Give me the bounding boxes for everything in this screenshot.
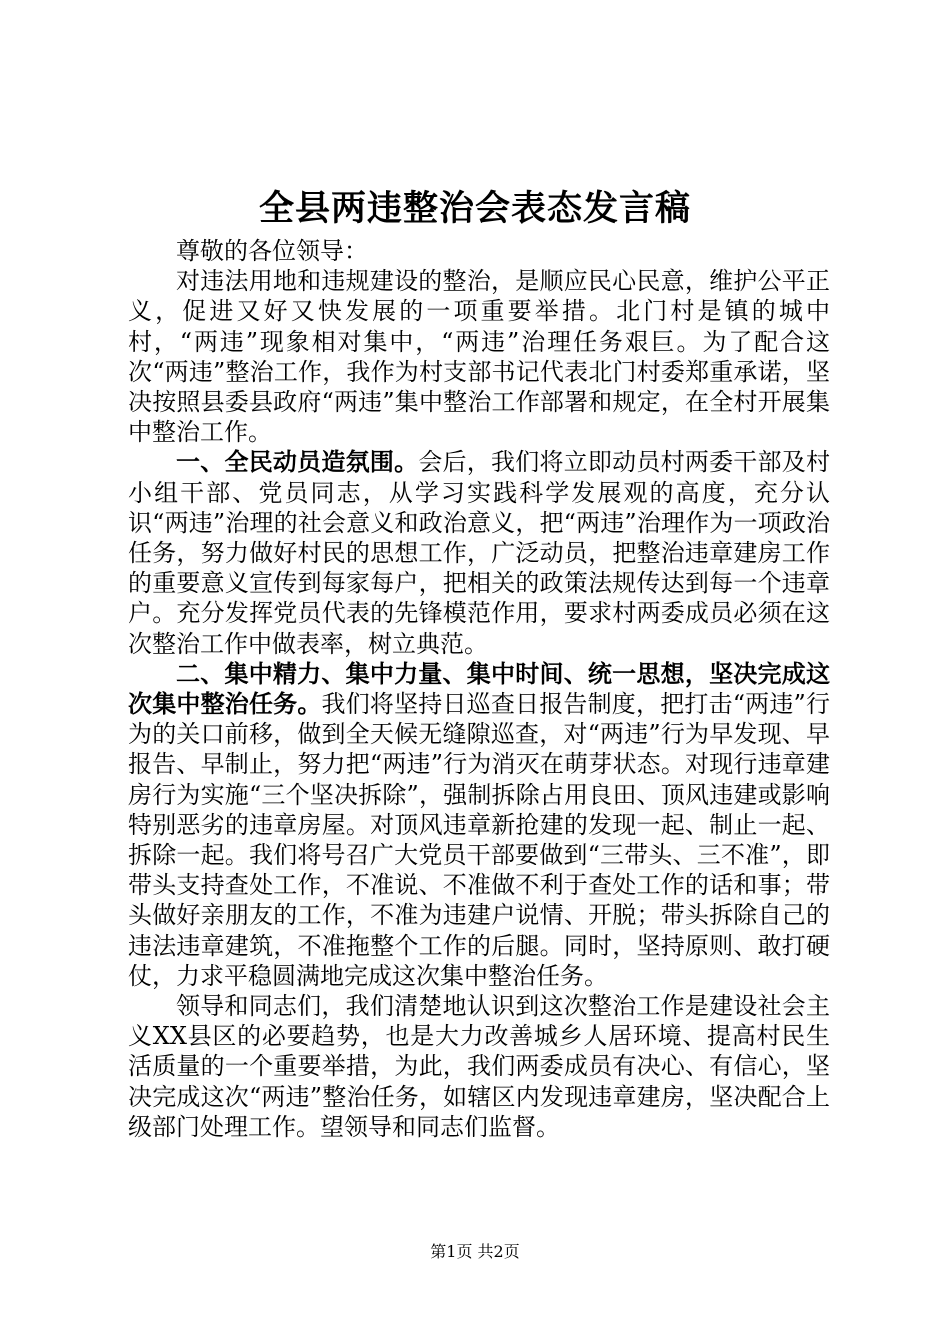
paragraph-3-heading: 二、集中精力、集中力量、集中时间、统一思想，坚决完成这次集中整治任务。 [128, 659, 830, 719]
paragraph-4 [128, 991, 830, 1142]
paragraph-2-text: 会后，我们将立即动员村两委干部及村小组干部、党员同志，从学习实践科学发展观的高度，充分认识“两违”治理的社会意义和政治意义，把“两违”治理作为一项政治任务，努力做好村民的思想工作，广泛动员，把整治违章建房工作的重要意义宣传到每家每户，把相关的政策法规传达到每一个违章户。充分发挥党员代表的先锋模范作用，要求村两委成员必须在这次整治工作中做表率，树立典范。 [128, 448, 831, 658]
paragraph-1-text: 对违法用地和违规建设的整治，是顺应民心民意，维护公平正义，促进又好又快发展的一项重要举措。北门村是镇的城中村，“两违”现象相对集中，“两违”治理任务艰巨。为了配合这次“两违”整治工作，我作为村支部书记代表北门村委郑重承诺，坚决按照县委县政府“两违”集中整治工作部署和规定，在全村开展集中整治工作。 [128, 267, 830, 447]
paragraph-3 [128, 659, 830, 991]
paragraph-2 [128, 447, 830, 658]
paragraph-2-heading: 一、全民动员造氛围。 [176, 448, 419, 477]
paragraph-1 [128, 266, 830, 447]
document-body [128, 236, 830, 1142]
document-title: 全县两违整治会表态发言稿 [258, 188, 691, 229]
paragraph-4-text: 领导和同志们，我们清楚地认识到这次整治工作是建设社会主义XX县区的必要趋势，也是大力改善城乡人居环境、提高村民生活质量的一个重要举措，为此，我们两委成员有决心、有信心，坚决完成这次“两违”整治任务，如辖区内发现违章建房，坚决配合上级部门处理工作。望领导和同志们监督。 [128, 992, 830, 1141]
page-number-footer: 第1页 共2页 [430, 1242, 520, 1261]
paragraph-3-text: 我们将坚持日巡查日报告制度，把打击“两违”行为的关口前移，做到全天候无缝隙巡查，对“两违”行为早发现、早报告、早制止，努力把“两违”行为消灭在萌芽状态。对现行违章建房行为实施“三个坚决拆除”，强制拆除占用良田、顶风违建或影响特别恶劣的违章房屋。对顶风违章新抢建的发现一起、制止一起、拆除一起。我们将号召广大党员干部要做到“三带头、三不准”，即带头支持查处工作，不准说、不准做不利于查处工作的话和事；带头做好亲朋友的工作，不准为违建户说情、开脱；带头拆除自己的违法违章建筑，不准拖整个工作的后腿。同时，坚持原则、敢打硬仗，力求平稳圆满地完成这次集中整治任务。 [128, 690, 831, 990]
salutation: 尊敬的各位领导： [176, 237, 368, 265]
